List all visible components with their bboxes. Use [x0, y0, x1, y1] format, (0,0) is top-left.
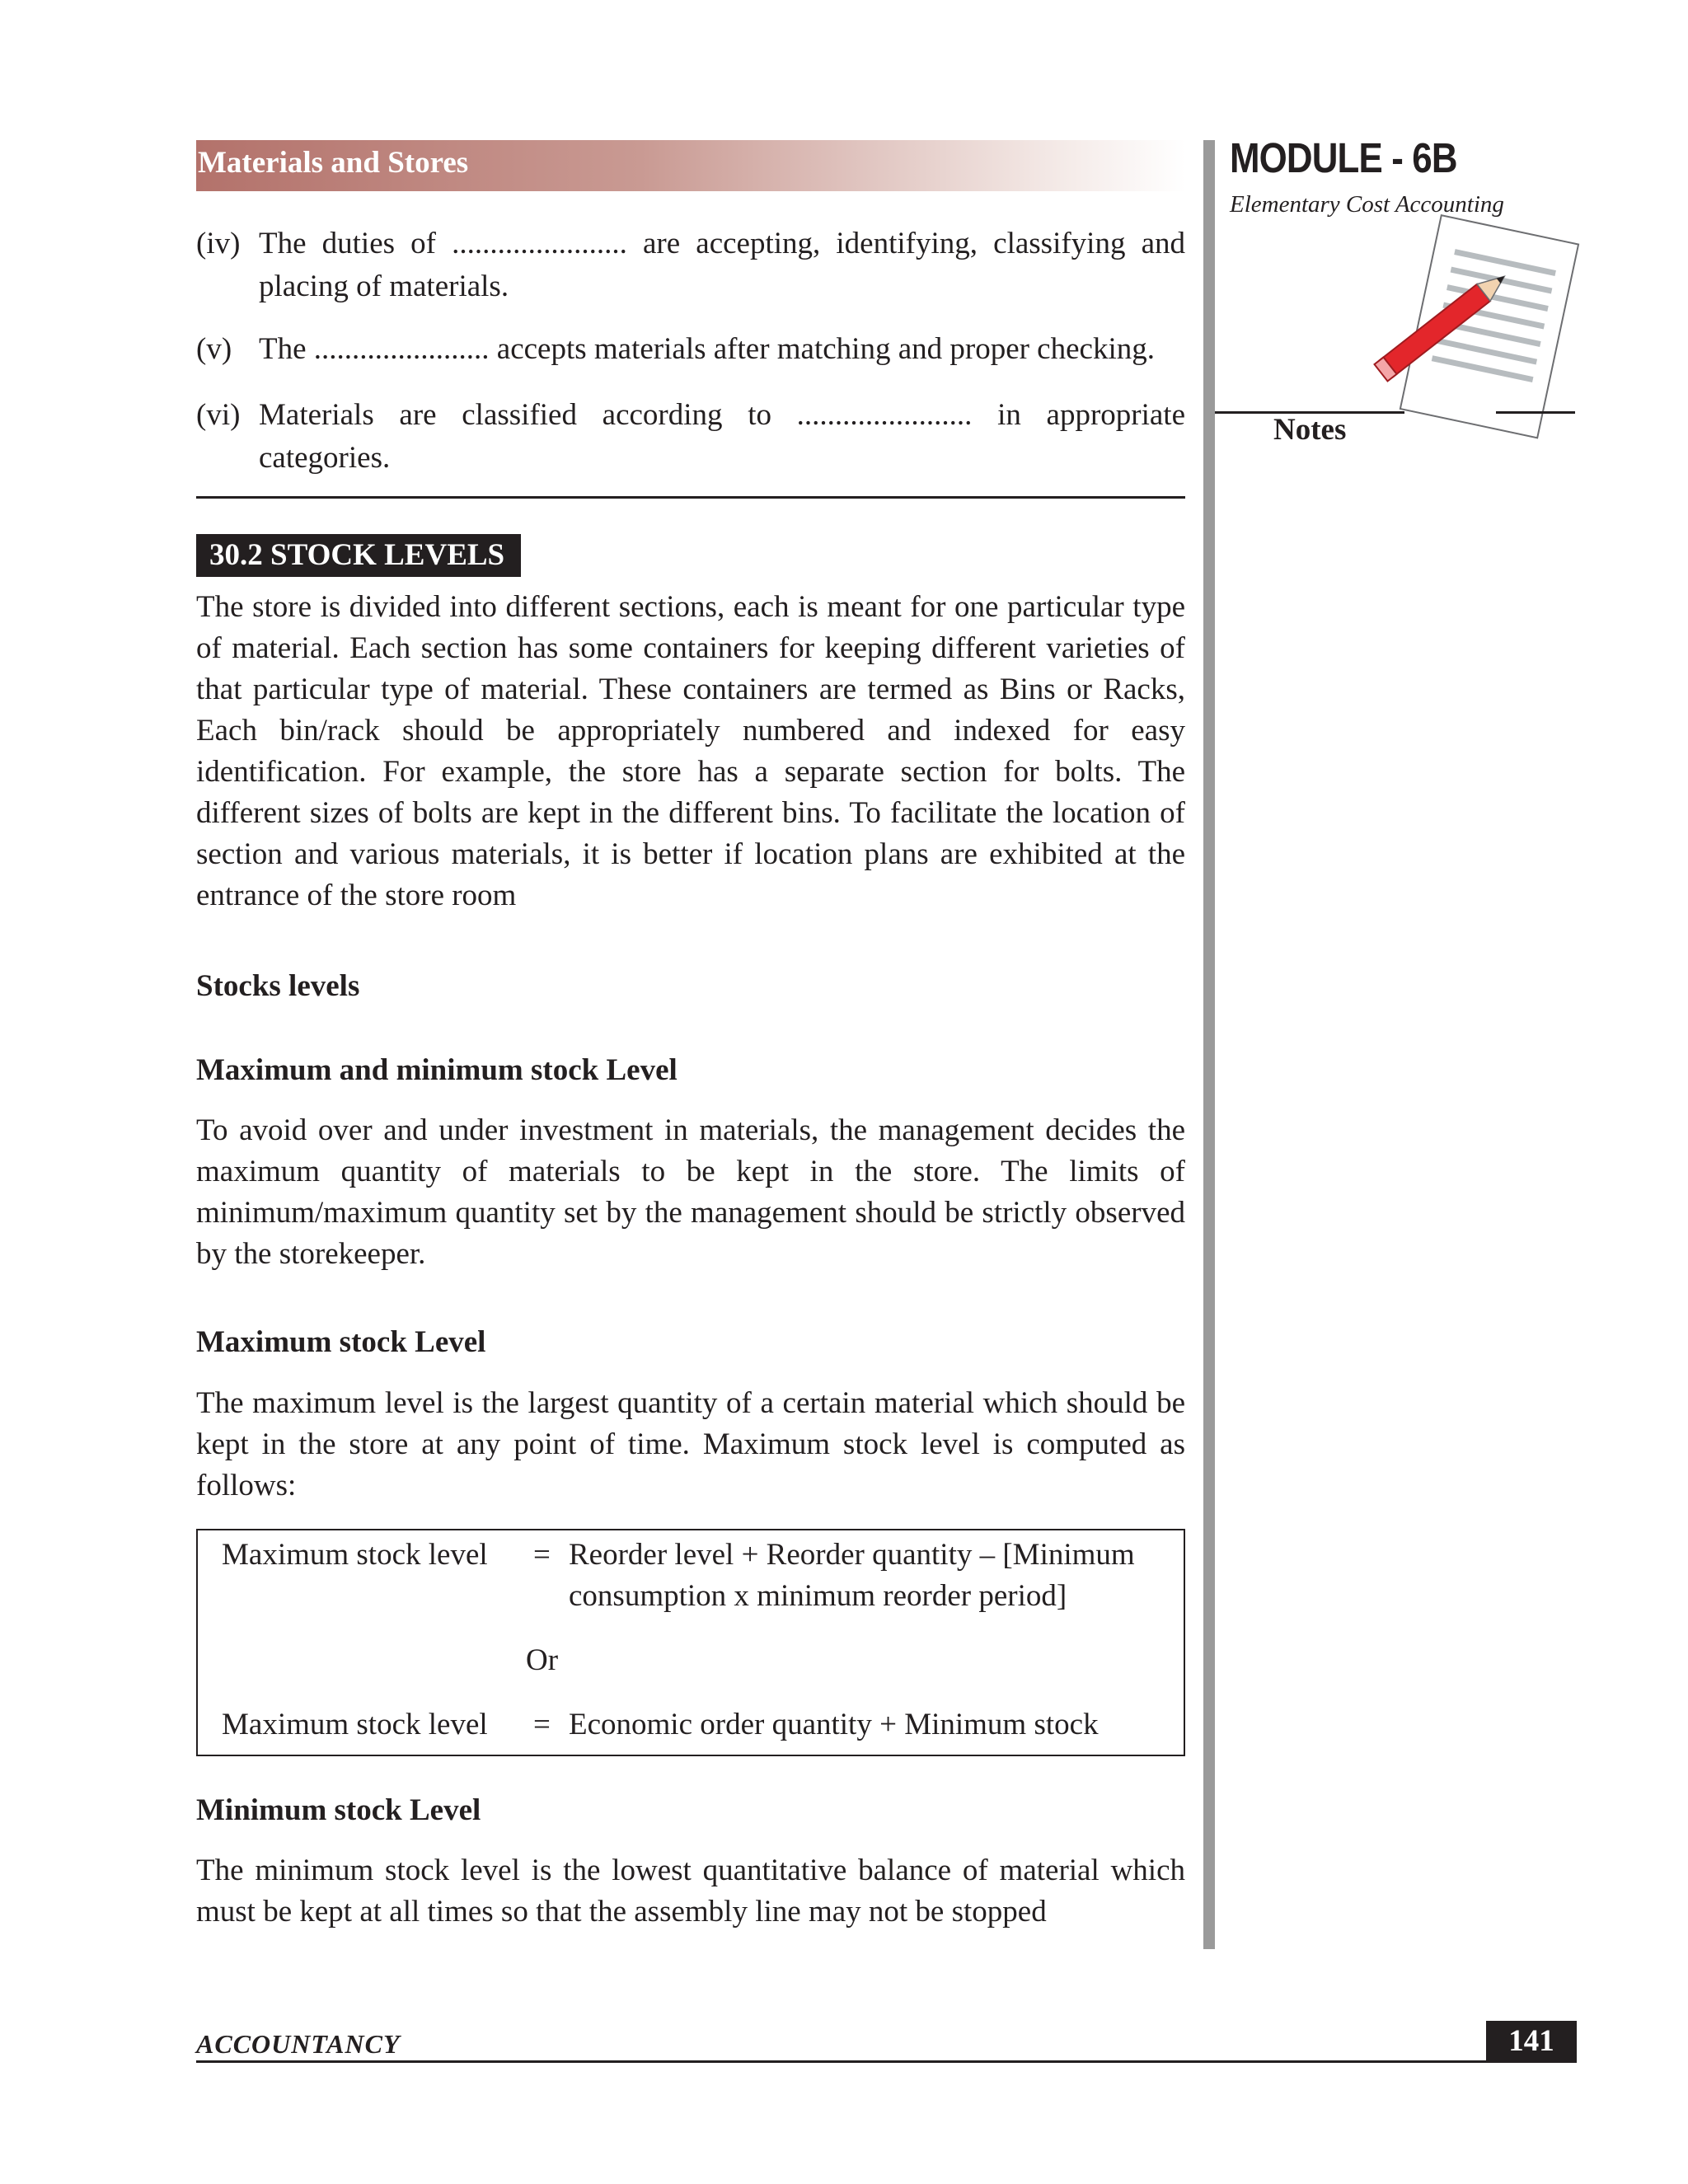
footer-rule — [196, 2060, 1577, 2063]
section-title: 30.2 STOCK LEVELS — [196, 534, 521, 577]
margin-divider — [1203, 140, 1215, 1949]
minimum-text: The minimum stock level is the lowest quantitative balance of material which must be kept at all times so that the assembly line may not be stopped — [196, 1854, 1185, 1929]
question-number: (v) — [196, 332, 232, 366]
question-item — [196, 223, 1185, 308]
banner-title: Materials and Stores — [198, 146, 469, 180]
notes-label: Notes — [1273, 413, 1347, 447]
notes-rule-right — [1496, 411, 1575, 414]
formula-equals-1: = — [533, 1538, 551, 1572]
formula-rhs-1a: Reorder level + Reorder quantity – [Minimum — [569, 1538, 1135, 1572]
question-text: Materials are classified according to ....................... in appropriate categories. — [259, 398, 1185, 475]
formula-box — [196, 1529, 1185, 1756]
section-intro: The store is divided into different sections, each is meant for one particular type of material. Each section has some containers for keeping different varieties of that particular type of material. These containers are termed as Bins or Racks, Each bin/rack should be appropriately numbered and indexed for easy identification. For example, the store has a separate section for bolts. The different sizes of bolts are kept in the different bins. To facilitate the location of section and various materials, it is better if location plans are exhibited at the entrance of the store room — [196, 590, 1185, 912]
page-number: 141 — [1486, 2021, 1577, 2062]
module-subtitle: Elementary Cost Accounting — [1230, 191, 1504, 218]
question-text: The ....................... accepts materials after matching and proper checking. — [259, 332, 1155, 366]
formula-or: Or — [526, 1643, 559, 1677]
question-item — [196, 394, 1185, 480]
maximum-heading: Maximum stock Level — [196, 1325, 486, 1359]
section-divider — [196, 496, 1185, 499]
question-number: (iv) — [196, 227, 241, 260]
formula-rhs-1b: consumption x minimum reorder period] — [569, 1579, 1067, 1613]
question-number: (vi) — [196, 398, 241, 432]
module-title: MODULE - 6B — [1230, 134, 1457, 181]
formula-lhs-1: Maximum stock level — [222, 1538, 488, 1572]
formula-equals-2: = — [533, 1708, 551, 1741]
formula-lhs-2: Maximum stock level — [222, 1708, 488, 1741]
question-list — [196, 223, 1185, 480]
stocks-heading: Stocks levels — [196, 969, 360, 1003]
maxmin-text: To avoid over and under investment in materials, the management decides the maximum quantity of materials to be kept in the store. The limits of minimum/maximum quantity set by the management should be strictly observed by the storekeeper. — [196, 1113, 1185, 1271]
question-text: The duties of ....................... are accepting, identifying, classifying and placing of materials. — [259, 227, 1185, 303]
minimum-heading: Minimum stock Level — [196, 1793, 481, 1827]
maxmin-heading: Maximum and minimum stock Level — [196, 1053, 678, 1087]
question-item — [196, 328, 1185, 371]
formula-rhs-2: Economic order quantity + Minimum stock — [569, 1708, 1099, 1741]
maximum-text: The maximum level is the largest quantity of a certain material which should be kept in the store at any point of time. Maximum stock level is computed as follows: — [196, 1386, 1185, 1502]
footer-label: ACCOUNTANCY — [196, 2029, 401, 2059]
header-banner — [196, 140, 1185, 191]
